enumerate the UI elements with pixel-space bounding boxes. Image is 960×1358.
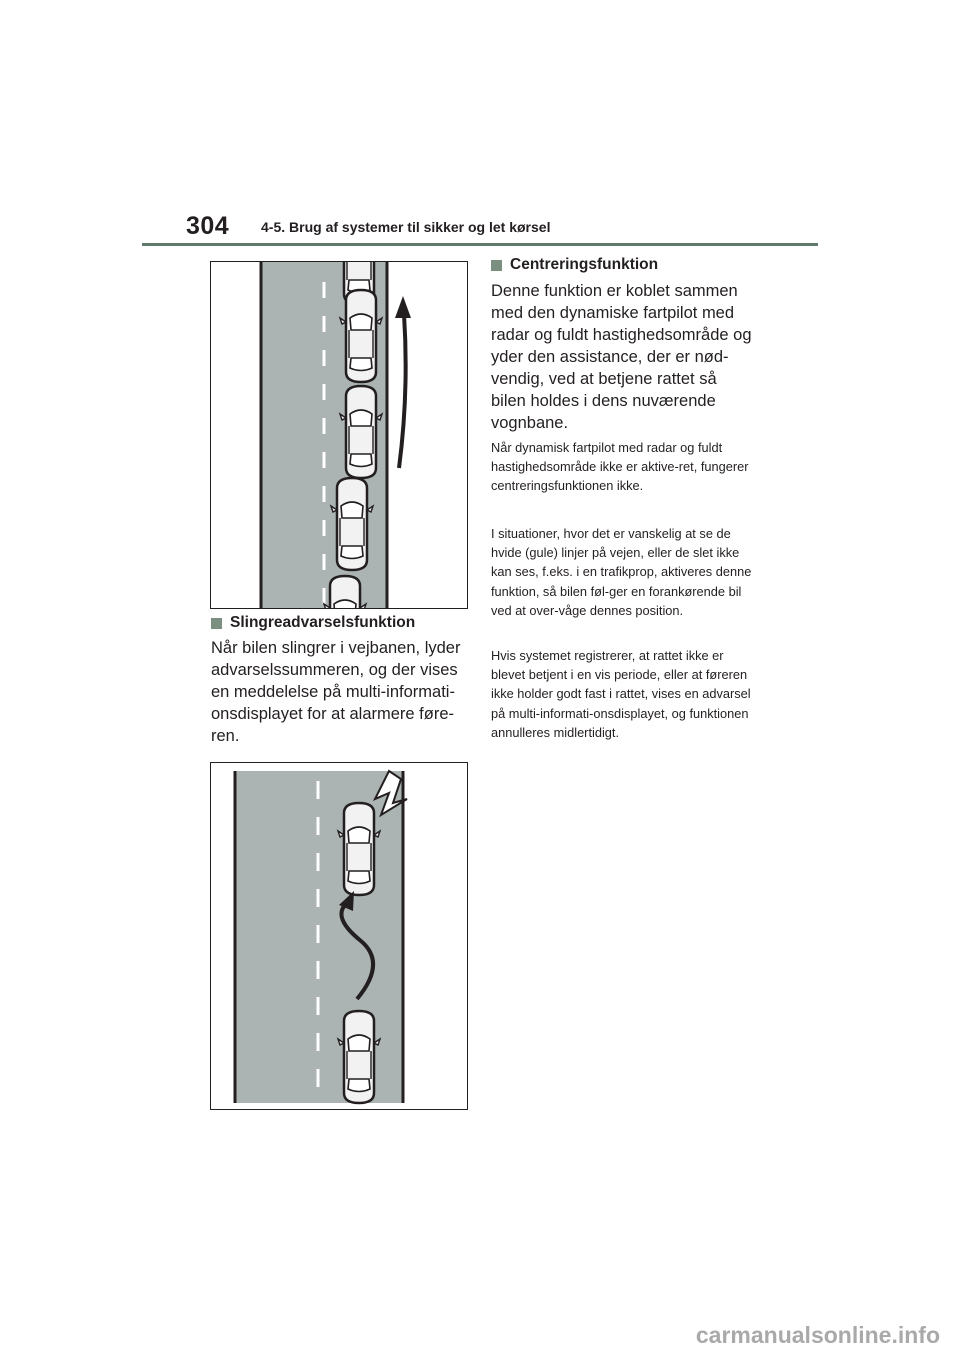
header-rule [142, 243, 818, 246]
centering-heading-text: Centreringsfunktion [510, 256, 659, 273]
centering-note-1: Når dynamisk fartpilot med radar og fuldt hastighedsområde ikke er aktive-ret, fungerer centreringsfunktionen ikke. [491, 440, 749, 494]
centering-note-2: I situationer, hvor det er vanskelig at se de hvide (gule) linjer på vejen, eller de slet ikke kan ses, f.eks. i en trafikprop, aktiveres denne funktion, så bilen føl-ger en forankørende bil ved at over-våge dennes position. [491, 526, 752, 618]
bullet-square-icon [211, 618, 222, 629]
sway-warning-heading-text: Slingreadvarselsfunktion [230, 614, 416, 631]
sway-warning-text: Når bilen slingrer i vejbanen, lyder advarselssummeren, og der vises en meddelelse på multi-informati-onsdisplayet for at alarmere føre-ren. [211, 639, 461, 745]
centering-text: Denne funktion er koblet sammen med den dynamiske fartpilot med radar og fuldt hastighedsområde og yder den assistance, der er nød-vendig, ved at betjene rattet så bilen holdes i dens nuværende vognbane. [491, 282, 752, 432]
centering-note-3: Hvis systemet registrerer, at rattet ikke er blevet betjent i en vis periode, eller at føreren ikke holder godt fast i rattet, vises en advarsel på multi-informati-onsdisplayet, og funktionen annulleres midlertidigt. [491, 648, 751, 740]
chapter-title: 4-5. Brug af systemer til sikker og let kørsel [261, 219, 551, 235]
centering-illustration [210, 261, 468, 609]
bullet-square-icon [491, 260, 502, 271]
sway-warning-heading [211, 614, 415, 632]
sway-warning-illustration [210, 762, 468, 1110]
centering-heading [491, 256, 658, 274]
watermark: carmanualsonline.info [695, 1322, 940, 1348]
page-number: 304 [186, 212, 230, 240]
